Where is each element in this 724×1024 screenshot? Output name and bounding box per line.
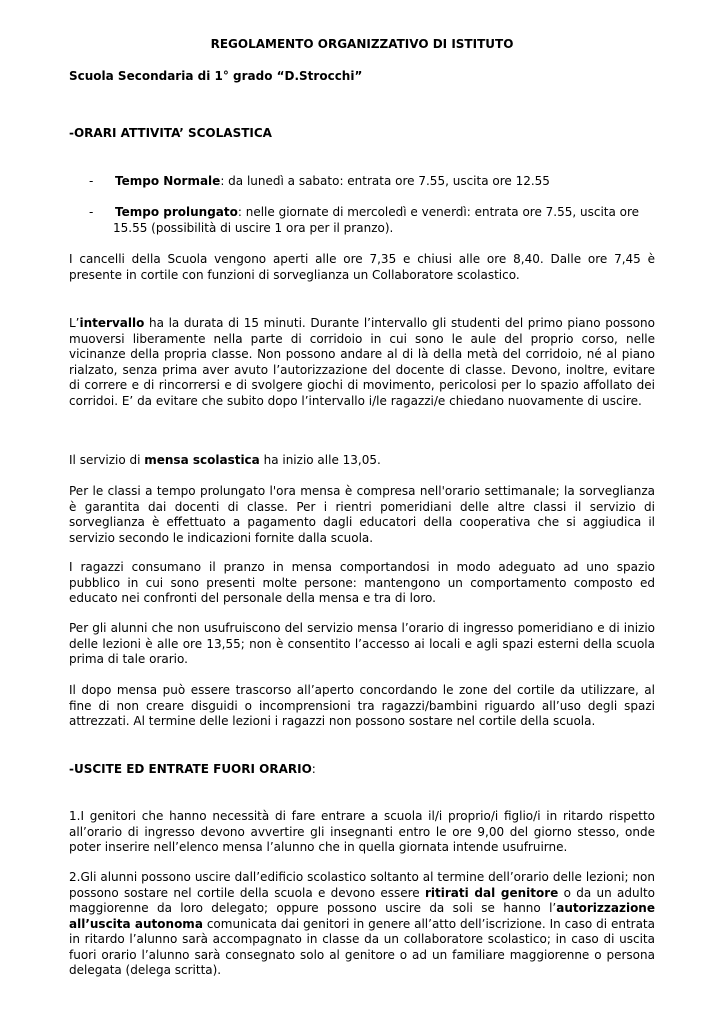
section-heading-orari: -ORARI ATTIVITA’ SCOLASTICA [69,126,272,140]
bullet-tempo-normale [69,174,655,190]
bullet-dash: - [89,174,94,188]
document-title: REGOLAMENTO ORGANIZZATIVO DI ISTITUTO [210,37,514,51]
bullet-text-continued: 15.55 (possibilità di uscire 1 ora per il pranzo). [113,220,394,235]
term-mensa: mensa scolastica [144,453,260,467]
paragraph-ragazzi: I ragazzi consumano il pranzo in mensa comportandosi in modo adeguato ad uno spazio pubblico in cui sono presenti molte persone: mantengono un comportamento composto ed educato nei confronti del personale della mensa e tra di loro. [69,560,655,605]
list-item-1: 1.I genitori che hanno necessità di fare entrare a scuola il/i proprio/i figlio/i in ritardo rispetto all’orario di ingresso devono avvertire gli insegnanti entro le ore 9,00 del giorno stesso, onde poter inserire nell’elenco mensa l’alunno che in quella giornata intende usufruirne. [69,809,655,854]
bullet-dash: - [89,205,94,219]
term-autorizzazione: autorizzazione all’uscita autonoma [69,901,655,931]
bullet-label: Tempo Normale [115,174,221,188]
bullet-tempo-prolungato [69,205,655,236]
bullet-text: Tempo Normale: da lunedì a sabato: entrata ore 7.55, uscita ore 12.55 [115,174,550,188]
paragraph-non-usufruiscono: Per gli alunni che non usufruiscono del servizio mensa l’orario di ingresso pomeridiano e di inizio delle lezioni è alle ore 13,55; non è consentito l’accesso ai locali e agli spazi esterni della scuola prima di tale orario. [69,621,655,666]
section-heading-uscite: -USCITE ED ENTRATE FUORI ORARIO: [69,762,316,776]
paragraph-cancelli: I cancelli della Scuola vengono aperti alle ore 7,35 e chiusi alle ore 8,40. Dalle ore 7,45 è presente in cortile con funzioni di sorveglianza un Collaboratore scolastico. [69,252,655,282]
paragraph-prolungato: Per le classi a tempo prolungato l'ora mensa è compresa nell'orario settimanale; la sorveglianza è garantita dai docenti di classe. Per i rientri pomeridiani delle altre classi il servizio di sorveglianza è effettuato a pagamento dagli educatori della cooperativa che si aggiudica il servizio secondo le indicazioni fornite dalla scuola. [69,484,655,545]
term-intervallo: intervallo [79,316,145,330]
paragraph-dopo-mensa: Il dopo mensa può essere trascorso all’aperto concordando le zone del cortile da utilizzare, al fine di non creare disguidi o incomprensioni tra ragazzi/bambini riguardo all’uso degli spazi attrezzati. Al termine delle lezioni i ragazzi non possono sostare nel cortile della scuola. [69,683,655,728]
term-ritirati: ritirati dal genitore [425,885,559,900]
paragraph-intervallo: L’intervallo ha la durata di 15 minuti. Durante l’intervallo gli studenti del primo piano possono muoversi liberamente nella parte di corridoio in cui sono le aule del proprio corso, nelle vicinanze della propria classe. Non possono andare al di là della metà del corridoio, né al piano rialzato, senza prima aver avuto l’autorizzazione del docente di classe. Devono, inoltre, evitare di correre e di rincorrersi e di svolgere giochi di movimento, pericolosi per lo spazio affollato dei corridoi. E’ da evitare che subito dopo l’intervallo i/le ragazzi/e chiedano nuovamente di uscire. [69,316,655,408]
bullet-label: Tempo prolungato [115,205,238,219]
bullet-text: Tempo prolungato: nelle giornate di mercoledì e venerdì: entrata ore 7.55, uscita ore [115,205,640,219]
list-item-2: 2.Gli alunni possono uscire dall’edificio scolastico soltanto al termine dell’orario delle lezioni; non possono sostare nel cortile della scuola e devono essere ritirati dal genitore o da un adulto maggiorenne da loro delegato; oppure possono uscire da soli se hanno l’autorizzazione all’uscita autonoma comunicata dai genitori in genere all’atto dell’iscrizione. In caso di entrata in ritardo l’alunno sarà accompagnato in classe da un collaboratore scolastico; in caso di uscita fuori orario l’alunno sarà consegnato solo al genitore o ad un familiare maggiorenne o persona delegata (delega scritta). [69,870,656,977]
school-name: Scuola Secondaria di 1° grado “D.Strocchi” [69,69,363,83]
paragraph-mensa: Il servizio di mensa scolastica ha inizio alle 13,05. [69,453,381,467]
